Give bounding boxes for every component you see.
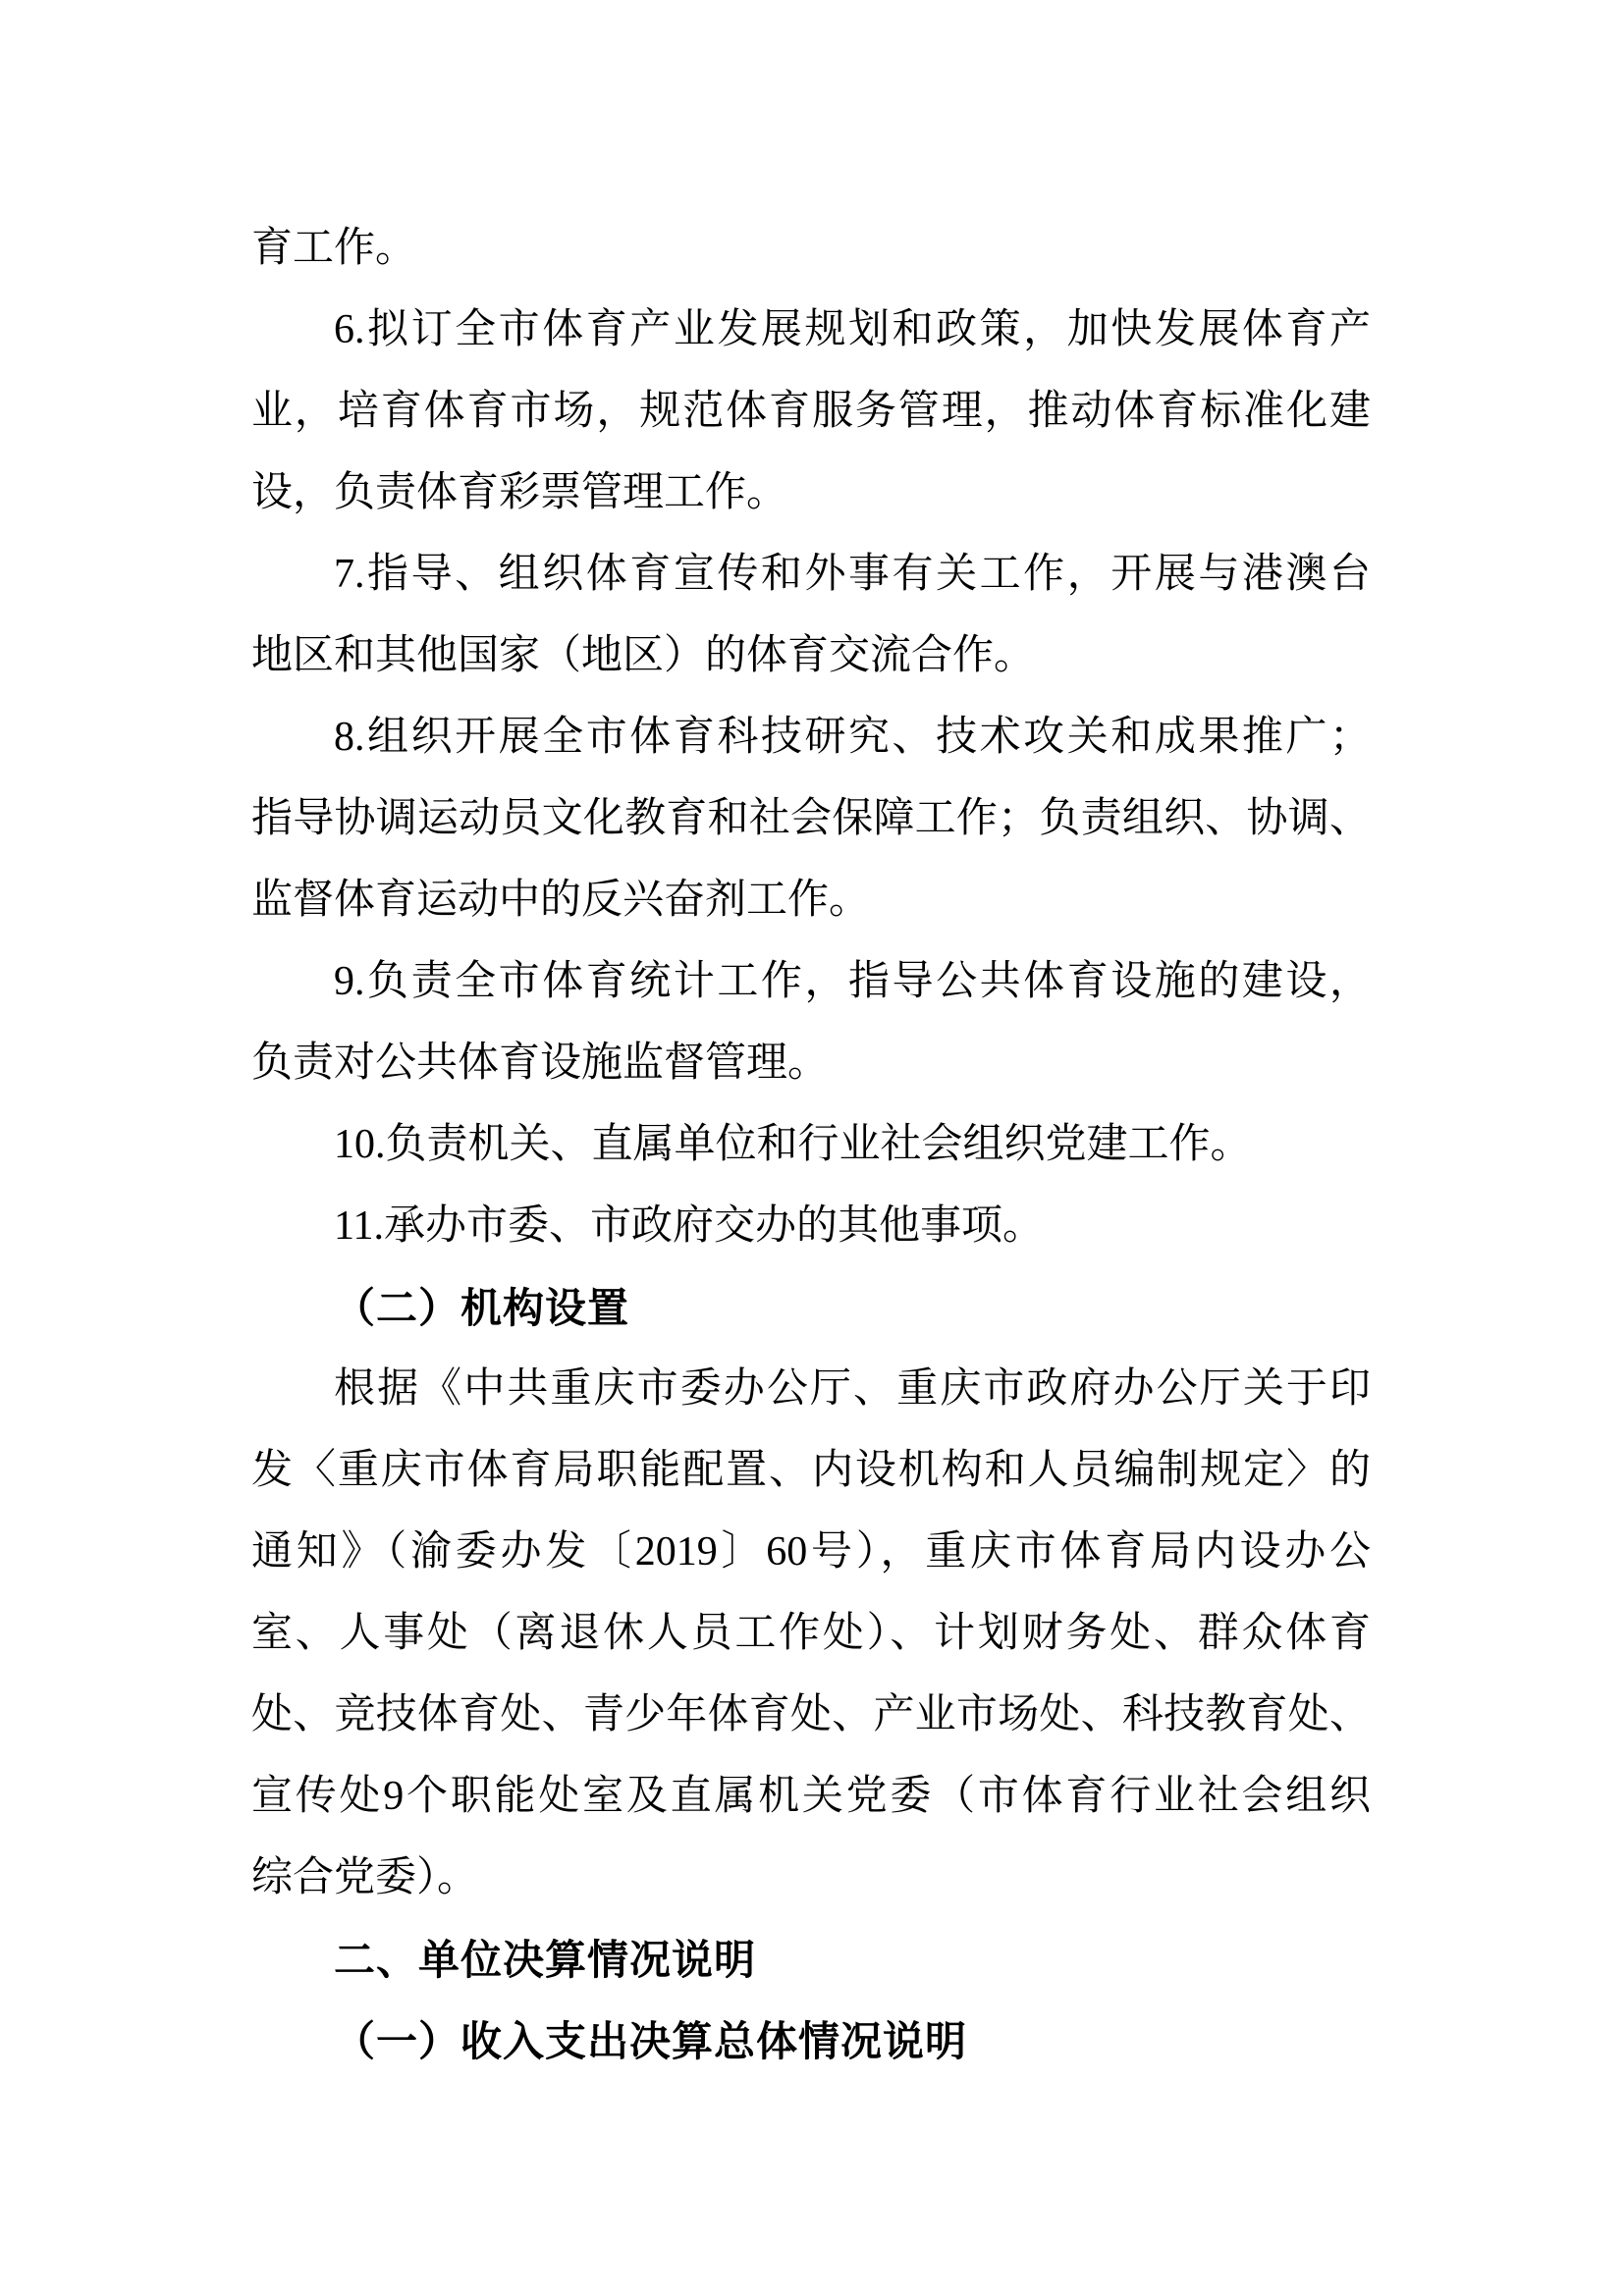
text-line: 6.拟订全市体育产业发展规划和政策，加快发展体育产 — [334, 307, 1371, 352]
text-line: 业，培育体育市场，规范体育服务管理，推动体育标准化建 — [251, 389, 1371, 434]
text-line: 通知》（渝委办发〔2019〕60号），重庆市体育局内设办公 — [251, 1529, 1371, 1575]
text-line: 宣传处9个职能处室及直属机关党委（市体育行业社会组织 — [251, 1774, 1371, 1819]
text-line: 9.负责全市体育统计工作，指导公共体育设施的建设， — [334, 959, 1371, 1004]
text-line: 地区和其他国家（地区）的体育交流合作。 — [251, 633, 1036, 678]
document-body — [251, 208, 1371, 2082]
text-line: 8.组织开展全市体育科技研究、技术攻关和成果推广； — [334, 715, 1371, 760]
text-line: 负责对公共体育设施监督管理。 — [251, 1041, 830, 1086]
text-line: 综合党委）。 — [251, 1855, 479, 1900]
text-line: 发〈重庆市体育局职能配置、内设机构和人员编制规定〉的 — [251, 1448, 1371, 1493]
text-line: 根据《中共重庆市委办公厅、重庆市政府办公厅关于印 — [334, 1366, 1371, 1412]
heading-unit-final-accounts: 二、单位决算情况说明 — [334, 1937, 757, 1983]
text-line: 指导协调运动员文化教育和社会保障工作；负责组织、协调、 — [251, 796, 1371, 841]
text-line: 11.承办市委、市政府交办的其他事项。 — [334, 1203, 1044, 1249]
heading-revenue-expenditure-overview: （一）收入支出决算总体情况说明 — [334, 2018, 968, 2064]
text-line: 育工作。 — [251, 226, 417, 271]
text-line: 设，负责体育彩票管理工作。 — [251, 470, 788, 515]
heading-org-setup: （二）机构设置 — [334, 1285, 630, 1331]
text-line: 7.指导、组织体育宣传和外事有关工作，开展与港澳台 — [334, 552, 1371, 597]
text-line: 处、竞技体育处、青少年体育处、产业市场处、科技教育处、 — [251, 1692, 1371, 1737]
text-line: 10.负责机关、直属单位和行业社会组织党建工作。 — [334, 1122, 1252, 1167]
text-line: 室、人事处（离退休人员工作处）、计划财务处、群众体育 — [251, 1611, 1371, 1656]
text-line: 监督体育运动中的反兴奋剂工作。 — [251, 878, 871, 923]
